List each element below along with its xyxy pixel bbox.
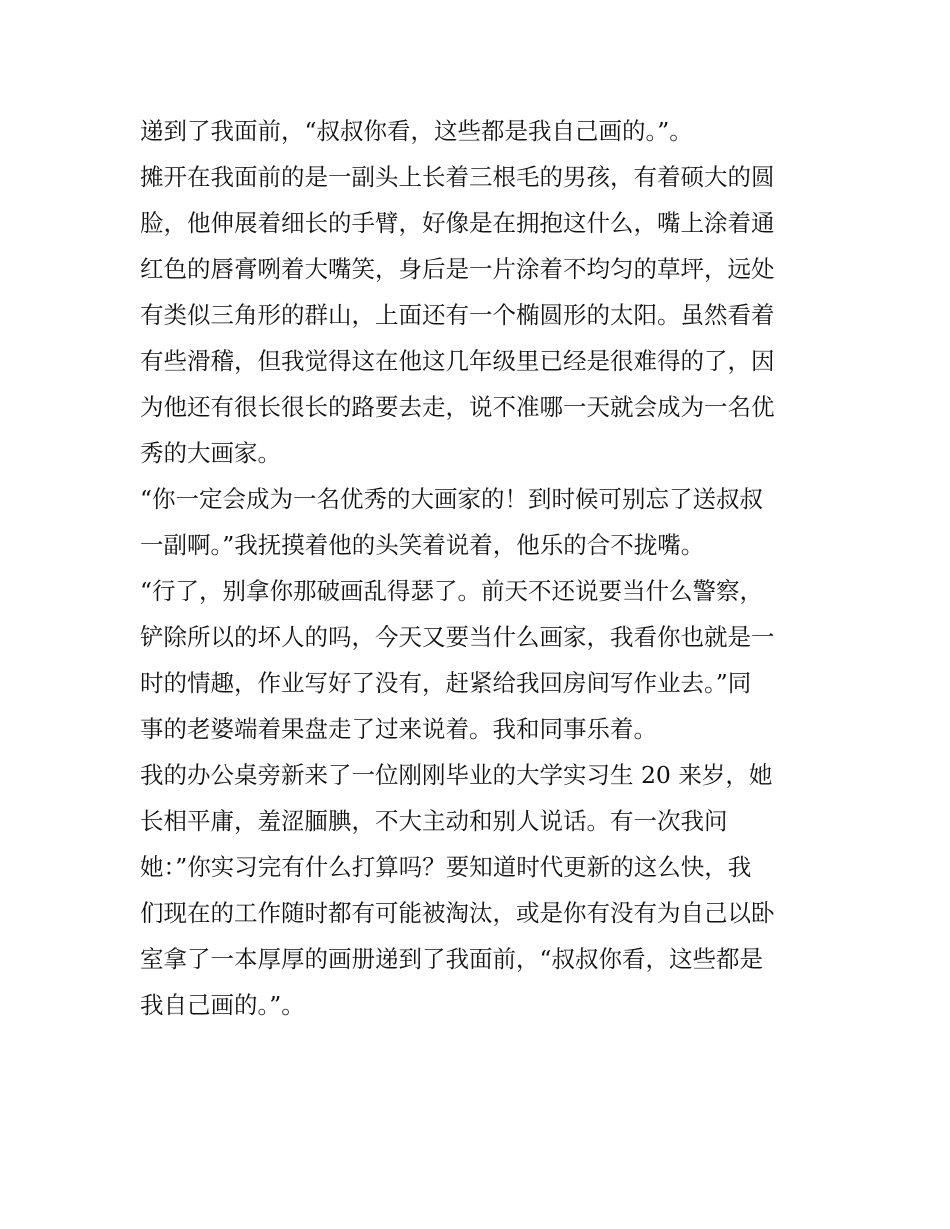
text-line: 我自己画的。”。	[140, 991, 305, 1019]
text-line: 我的办公桌旁新来了一位刚刚毕业的大学实习生 20 来岁，她	[140, 761, 773, 789]
text-line: 脸，他伸展着细长的手臂，好像是在拥抱这什么，嘴上涂着通	[140, 209, 775, 237]
text-line: 长相平庸，羞涩腼腆，不大主动和别人说话。有一次我问	[140, 807, 728, 835]
body-text	[140, 108, 820, 1028]
text-line: 递到了我面前，“叔叔你看，这些都是我自己画的。”。	[140, 117, 693, 145]
text-line: “行了，别拿你那破画乱得瑟了。前天不还说要当什么警察，	[140, 577, 764, 605]
text-line: 红色的唇膏咧着大嘴笑，身后是一片涂着不均匀的草坪，远处	[140, 255, 775, 283]
text-line: 一副啊。”我抚摸着他的头笑着说着，他乐的合不拢嘴。	[140, 531, 705, 559]
text-line: 有类似三角形的群山，上面还有一个椭圆形的太阳。虽然看着	[140, 301, 775, 329]
text-line: 秀的大画家。	[140, 439, 281, 467]
text-line: 时的情趣，作业写好了没有，赶紧给我回房间写作业去。”同	[140, 669, 752, 697]
text-line: “你一定会成为一名优秀的大画家的！到时候可别忘了送叔叔	[140, 485, 764, 513]
text-line: 摊开在我面前的是一副头上长着三根毛的男孩，有着硕大的圆	[140, 163, 775, 191]
text-line: 铲除所以的坏人的吗，今天又要当什么画家，我看你也就是一	[140, 623, 775, 651]
text-line: 室拿了一本厚厚的画册递到了我面前，“叔叔你看，这些都是	[140, 945, 764, 973]
text-line: 为他还有很长很长的路要去走，说不准哪一天就会成为一名优	[140, 393, 775, 421]
text-line: 她：”你实习完有什么打算吗？要知道时代更新的这么快，我	[140, 853, 752, 881]
text-line: 们现在的工作随时都有可能被淘汰，或是你有没有为自己以卧	[140, 899, 775, 927]
text-line: 有些滑稽，但我觉得这在他这几年级里已经是很难得的了，因	[140, 347, 775, 375]
text-line: 事的老婆端着果盘走了过来说着。我和同事乐着。	[140, 715, 657, 743]
